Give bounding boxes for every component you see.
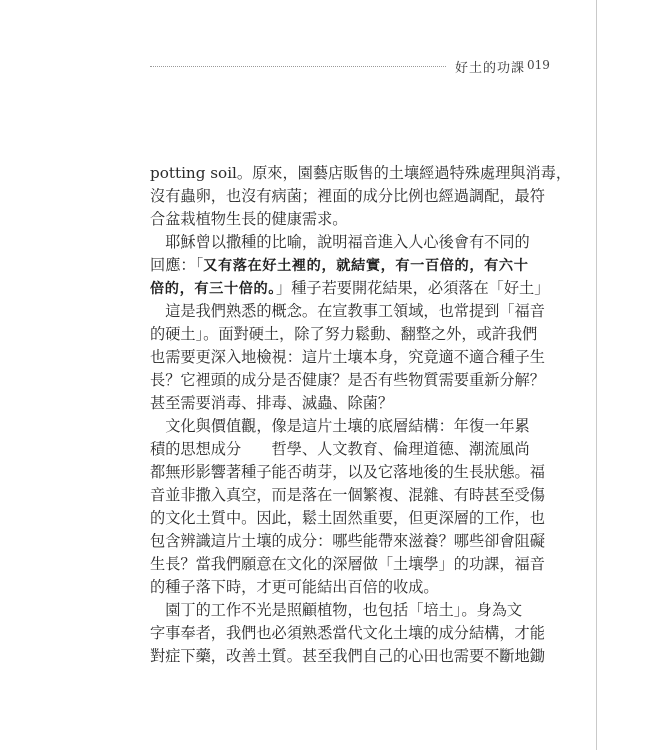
text-line: 的硬土」。面對硬土，除了努力鬆動、翻整之外，或許我們 (150, 325, 538, 343)
text-line: 的文化土質中。因此，鬆土固然重要，但更深層的工作，也 (150, 509, 545, 527)
scripture-quote: 倍的，有三十倍的。 (150, 281, 276, 297)
text-line: 合盆栽植物生長的健康需求。 (150, 210, 348, 228)
quote-open: 回應：「 (150, 256, 204, 274)
page-number: 019 (527, 58, 550, 72)
text-line: potting soil。原來，園藝店販售的土壤經過特殊處理與消毒， (150, 164, 572, 182)
text-line-with-quote (150, 277, 550, 300)
text-line: 的種子落下時，才更可能結出百倍的收成。 (150, 578, 439, 596)
text-line: 包含辨識這片土壤的成分：哪些能帶來滋養？哪些卻會阻礙 (150, 532, 545, 550)
scripture-quote: 又有落在好土裡的，就結實，有一百倍的，有六十 (203, 258, 529, 274)
chapter-title: 好土的功課 (455, 61, 526, 76)
text-line: 園丁的工作不光是照顧植物，也包括「培土」。身為文 (150, 601, 523, 619)
text-line: 音並非撒入真空，而是落在一個繁複、混雜、有時甚至受傷 (150, 486, 545, 504)
text-line: 生長？當我們願意在文化的深層做「土壤學」的功課，福音 (150, 555, 545, 573)
text-line: 對症下藥，改善土質。甚至我們自己的心田也需要不斷地鋤 (150, 647, 545, 665)
text-line: 這是我們熟悉的概念。在宣教事工領域，也常提到「福音 (150, 302, 545, 320)
header-rule (150, 66, 446, 67)
page-edge (596, 0, 597, 750)
text-line: 也需要更深入地檢視：這片土壤本身，究竟適不適合種子生 (150, 348, 545, 366)
text-line: 字事奉者，我們也必須熟悉當代文化土壤的成分結構，才能 (150, 624, 545, 642)
text-line: 積的思想成分 哲學、人文教育、倫理道德、潮流風尚 (150, 440, 530, 458)
quote-close: 」種子若要開花結果，必須落在「好土」 (276, 279, 550, 297)
body-text (150, 162, 572, 668)
text-line: 長？它裡頭的成分是否健康？是否有些物質需要重新分解？ (150, 371, 545, 389)
text-line: 耶穌曾以撒種的比喻，說明福音進入人心後會有不同的 (150, 233, 530, 251)
text-line-with-quote (150, 254, 529, 277)
text-line: 甚至需要消毒、排毒、滅蟲、除菌？ (150, 394, 393, 412)
text-line: 文化與價值觀，像是這片土壤的底層結構：年復一年累 (150, 417, 530, 435)
text-line: 沒有蟲卵，也沒有病菌；裡面的成分比例也經過調配，最符 (150, 187, 545, 205)
text-line: 都無形影響著種子能否萌芽，以及它落地後的生長狀態。福 (150, 463, 545, 481)
